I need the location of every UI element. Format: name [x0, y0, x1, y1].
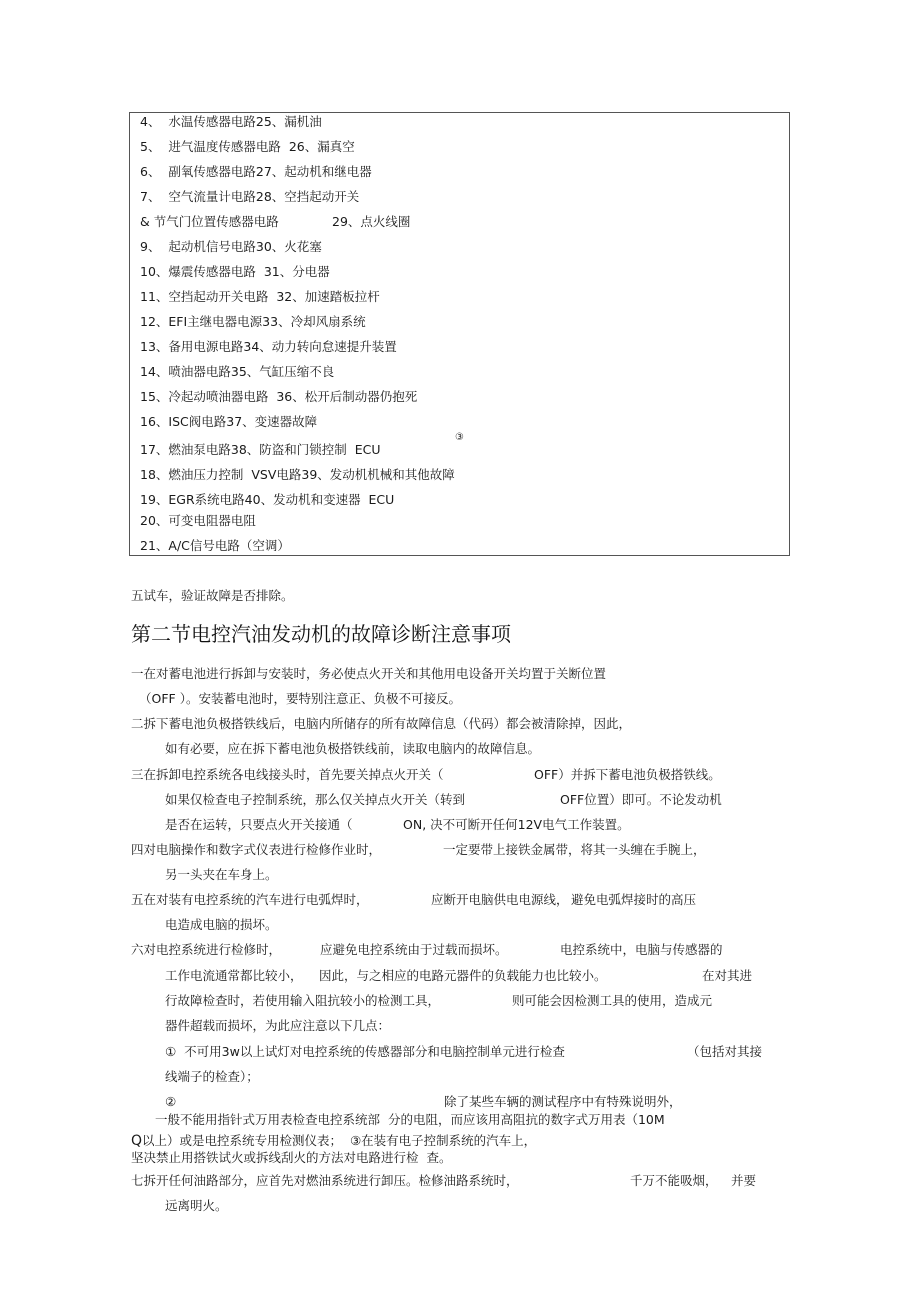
- paragraph-line: 线端子的检查）；: [165, 1069, 259, 1084]
- step-five-text: 五试车，验证故障是否排除。: [131, 588, 294, 603]
- paragraph-line: （包括对其接: [687, 1044, 763, 1059]
- fault-list-line: 12、EFI主继电器电源33、冷却风扇系统: [140, 314, 366, 329]
- paragraph-line: Q: [131, 1133, 143, 1149]
- fault-list-line: 15、冷起动喷油器电路 36、松开后制动器仍抱死: [140, 389, 418, 404]
- paragraph-line: 电造成电脑的损坏。: [165, 917, 278, 932]
- paragraph-line: ON, 决不可断开任何12V电气工作装置。: [403, 817, 630, 832]
- paragraph-line: 千万不能吸烟，: [630, 1173, 718, 1188]
- paragraph-line: 则可能会因检测工具的使用，造成元: [512, 993, 713, 1008]
- fault-list-line: 19、EGR系统电路40、发动机和变速器 ECU: [140, 492, 395, 507]
- paragraph-line: 电控系统中，电脑与传感器的: [560, 942, 723, 957]
- fault-list-line: 9、 起动机信号电路30、火花塞: [140, 239, 322, 254]
- fault-list-line: & 节气门位置传感器电路: [140, 214, 279, 229]
- section-title: 第二节电控汽油发动机的故障诊断注意事项: [131, 622, 511, 646]
- fault-list-line: 4、 水温传感器电路25、漏机油: [140, 114, 322, 129]
- paragraph-line: 四对电脑操作和数字式仪表进行检修作业时，: [131, 842, 382, 857]
- paragraph-line: 是否在运转，只要点火开关接通（: [165, 817, 353, 832]
- paragraph-line: 六对电控系统进行检修时，: [131, 942, 282, 957]
- paragraph-line: 三在拆卸电控系统各电线接头时，首先要关掉点火开关（: [131, 767, 444, 782]
- paragraph-line: 避免电弧焊接时的高压: [571, 892, 697, 907]
- fault-list-line: 20、可变电阻器电阻: [140, 513, 256, 528]
- paragraph-line: 应避免电控系统由于过载而损坏。: [320, 942, 508, 957]
- paragraph-line: 七拆开任何油路部分，应首先对燃油系统进行卸压。检修油路系统时，: [131, 1173, 519, 1188]
- paragraph-line: 除了某些车辆的测试程序中有特殊说明外，: [444, 1094, 682, 1109]
- fault-list-line: 5、 进气温度传感器电路 26、漏真空: [140, 139, 355, 154]
- paragraph-line: 并要: [731, 1173, 757, 1188]
- paragraph-line: 二拆下蓄电池负极搭铁线后，电脑内所储存的所有故障信息（代码）都会被清除掉，因此，: [131, 716, 632, 731]
- paragraph-line: ②: [165, 1094, 177, 1109]
- paragraph-line: 在对其进: [702, 968, 753, 983]
- fault-list-line: 21、A/C信号电路（空调）: [140, 538, 290, 553]
- fault-list-line: 10、爆震传感器电路 31、分电器: [140, 264, 330, 279]
- fault-list-line: 6、 副氧传感器电路27、起动机和继电器: [140, 164, 372, 179]
- paragraph-line: 远离明火。: [165, 1198, 228, 1213]
- fault-list-line: 7、 空气流量计电路28、空挡起动开关: [140, 189, 360, 204]
- circled-number-mark: ③: [455, 432, 464, 443]
- paragraph-line: 行故障检查时，若使用输入阻抗较小的检测工具，: [165, 993, 441, 1008]
- fault-list-line: 29、点火线圈: [332, 214, 411, 229]
- fault-list-line: 18、燃油压力控制 VSV电路39、发动机机械和其他故障: [140, 467, 455, 482]
- paragraph-line: 应断开电脑供电电源线，: [431, 892, 569, 907]
- paragraph-line: 一在对蓄电池进行拆卸与安装时，务必使点火开关和其他用电设备开关均置于关断位置: [131, 666, 607, 681]
- paragraph-line: 如有必要，应在拆下蓄电池负极搭铁线前，读取电脑内的故障信息。: [165, 741, 541, 756]
- paragraph-line: （OFF ）。安装蓄电池时，要特别注意正、负极不可接反。: [139, 691, 461, 706]
- paragraph-line: OFF）并拆下蓄电池负极搭铁线。: [534, 767, 721, 782]
- paragraph-line: 一定要带上接铁金属带，将其一头缠在手腕上，: [443, 842, 706, 857]
- paragraph-line: OFF位置）即可。不论发动机: [560, 792, 722, 807]
- paragraph-line: 工作电流通常都比较小，: [165, 968, 303, 983]
- paragraph-line: 以上）或是电控系统专用检测仪表； ③在装有电子控制系统的汽车上，: [142, 1133, 537, 1148]
- fault-list-line: 11、空挡起动开关电路 32、加速踏板拉杆: [140, 289, 380, 304]
- paragraph-line: ① 不可用3w以上试灯对电控系统的传感器部分和电脑控制单元进行检查: [165, 1044, 565, 1059]
- fault-list-line: 13、备用电源电路34、动力转向怠速提升装置: [140, 339, 397, 354]
- fault-list-line: 14、喷油器电路35、气缸压缩不良: [140, 364, 335, 379]
- paragraph-line: 器件超载而损坏，为此应注意以下几点：: [165, 1018, 391, 1033]
- fault-list-line: 17、燃油泵电路38、防盗和门锁控制 ECU: [140, 442, 381, 457]
- paragraph-line: 因此，与之相应的电路元器件的负载能力也比较小。: [319, 968, 607, 983]
- fault-list-line: 16、ISC阀电路37、变速器故障: [140, 414, 318, 429]
- paragraph-line: 五在对装有电控系统的汽车进行电弧焊时，: [131, 892, 369, 907]
- paragraph-line: 另一头夹在车身上。: [165, 867, 278, 882]
- paragraph-line: 一般不能用指针式万用表检查电控系统部 分的电阻，而应该用高阻抗的数字式万用表（10M: [155, 1112, 665, 1127]
- paragraph-line: 如果仅检查电子控制系统，那么仅关掉点火开关（转到: [165, 792, 466, 807]
- paragraph-line: 坚决禁止用搭铁试火或拆线刮火的方法对电路进行检 查。: [131, 1150, 452, 1165]
